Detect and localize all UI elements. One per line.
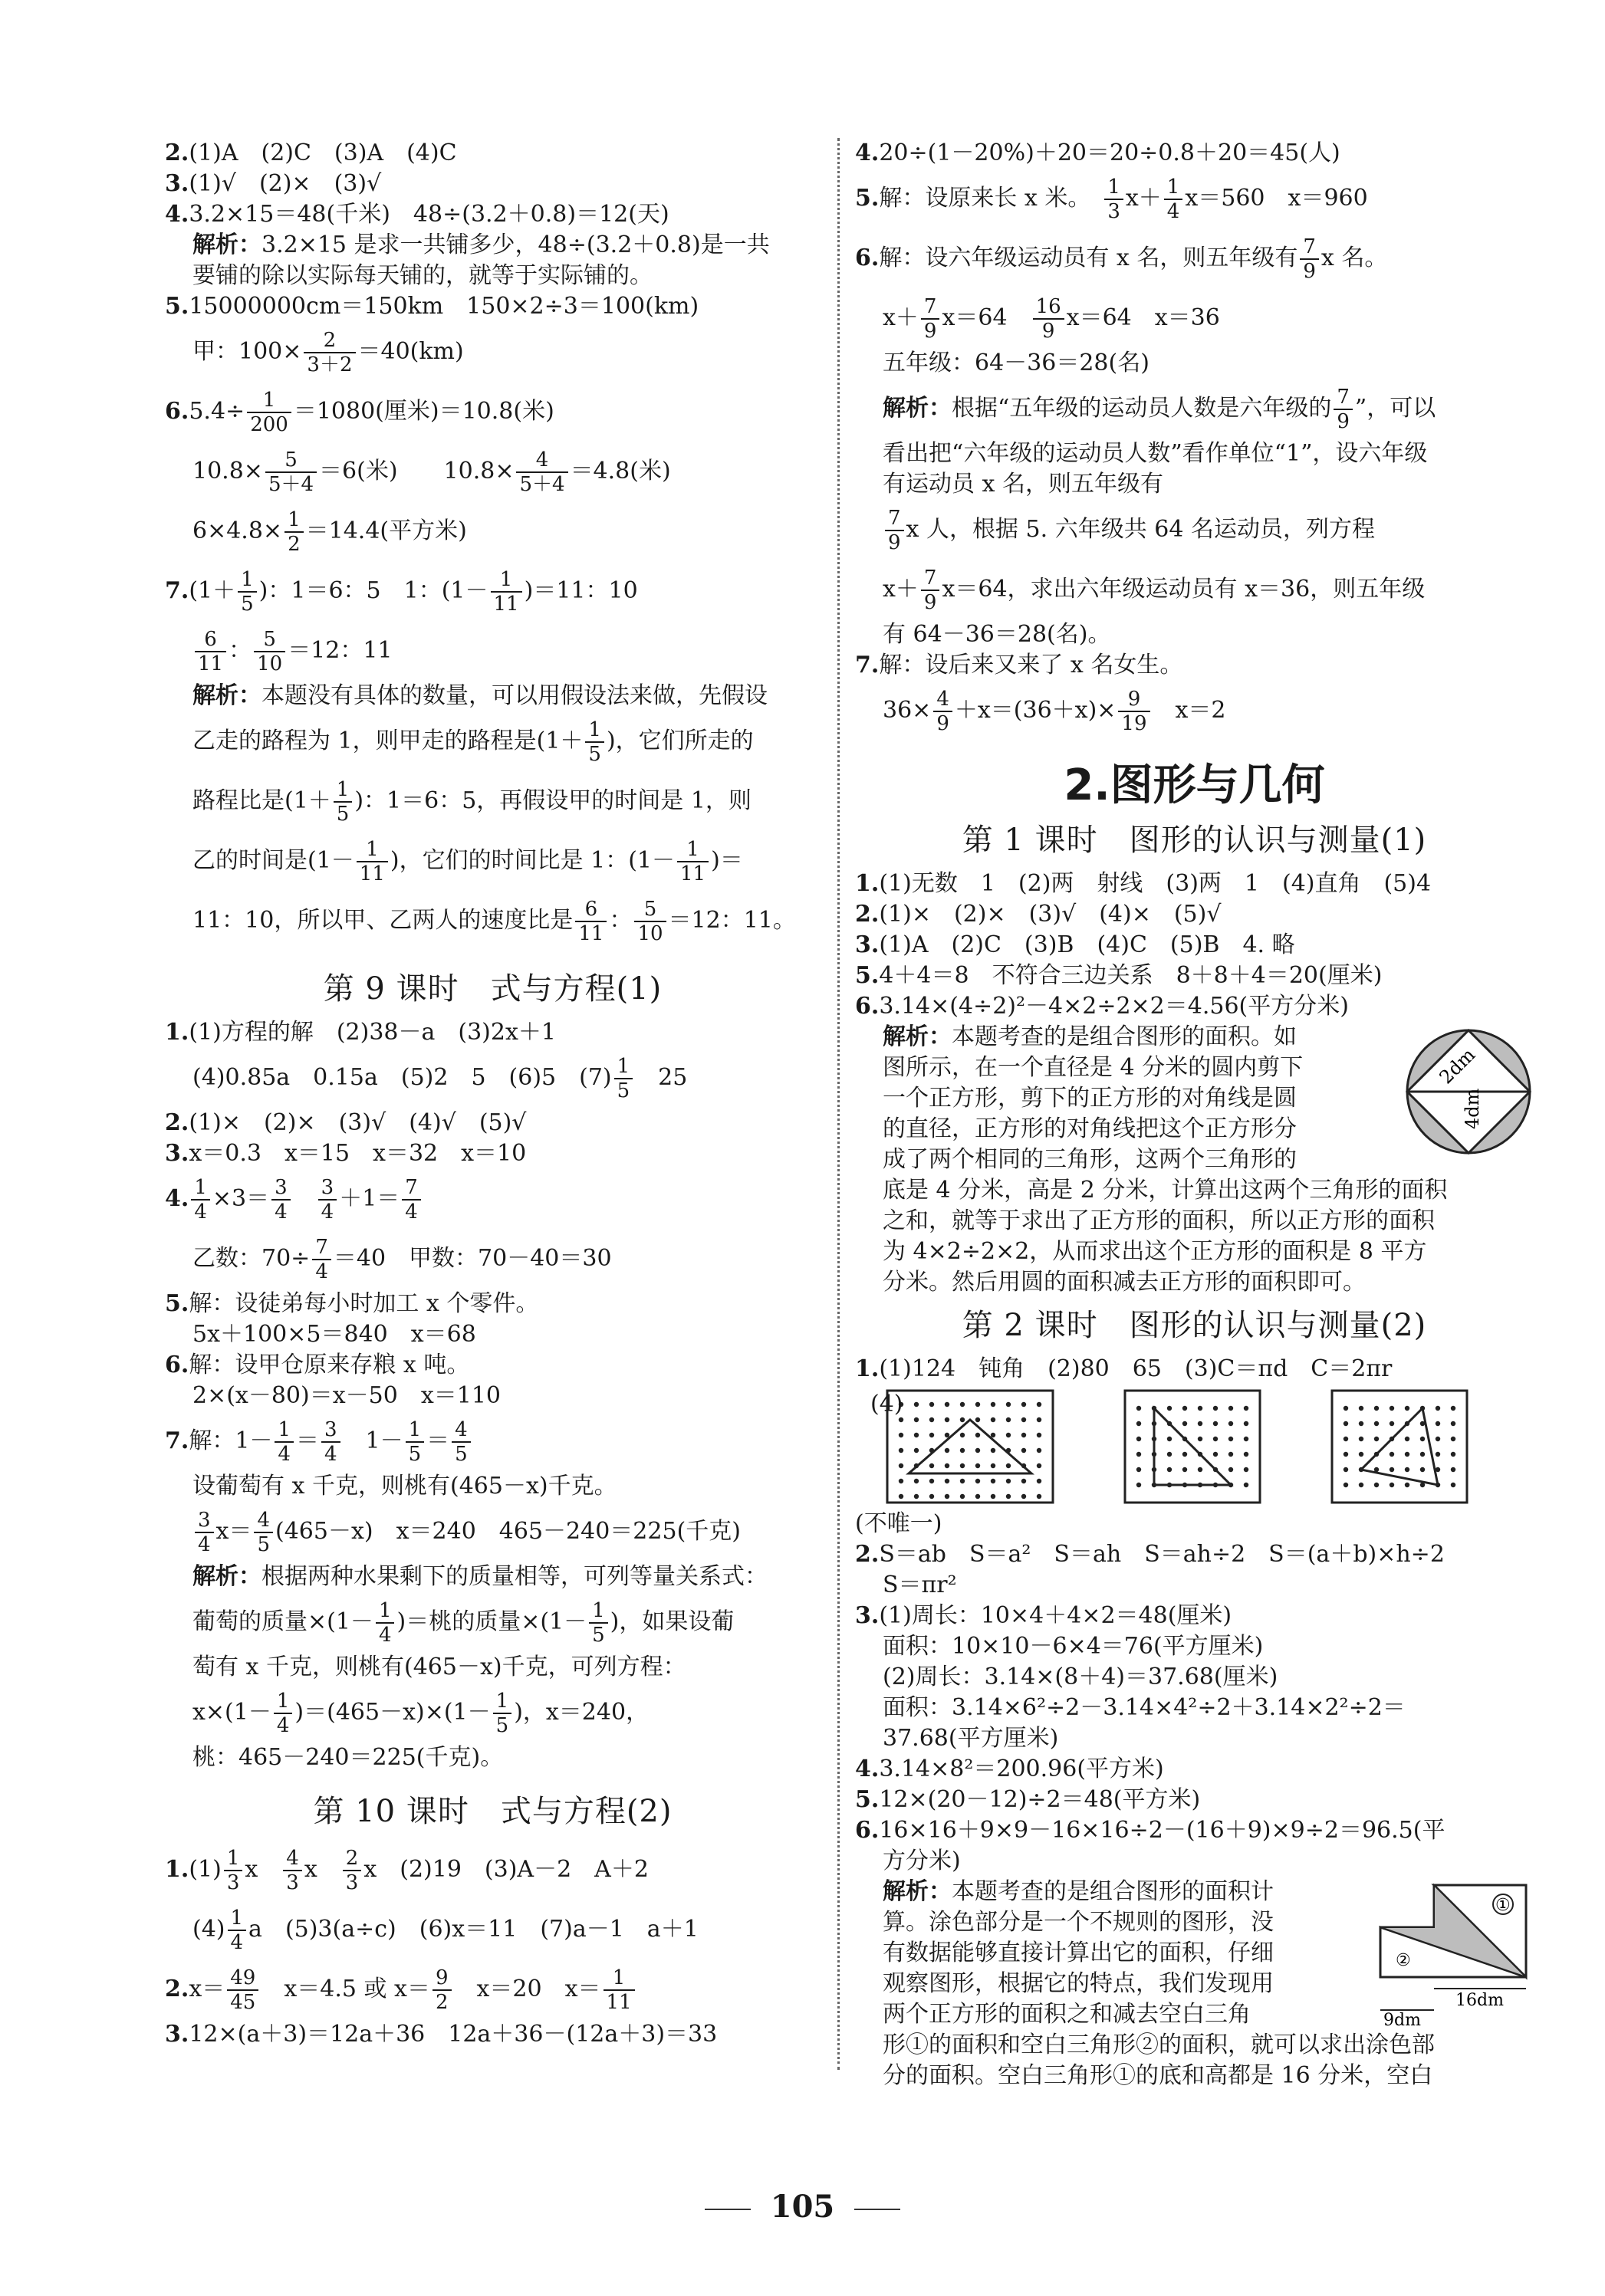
fraction: $\frac{1}{4}$	[191, 1176, 210, 1224]
fraction: $\frac{3}{4}$	[195, 1509, 214, 1556]
circle-square-figure	[1403, 1026, 1534, 1157]
answer-5-b: 甲：100× $\frac{2}{3+2}$ ＝40(km)	[192, 329, 464, 376]
g-analysis-6-i: 分米。然后用圆的面积减去正方形的面积即可。	[883, 1269, 1366, 1296]
h-answer-1-grids	[855, 1389, 1534, 1504]
fraction: $\frac{2}{3+2}$	[304, 329, 355, 376]
dot-grid-1	[886, 1389, 1054, 1504]
answer-6: 6.5.4÷ $\frac{1}{200}$ ＝1080(厘米)＝10.8(米)	[165, 389, 554, 436]
r-analysis-6-e: x＋ $\frac{7}{9}$ x＝64，求出六年级运动员有 x＝36，则五年级	[883, 567, 1426, 614]
analysis-7-b: 乙走的路程为 1，则甲走的路程是(1＋ $\frac{1}{5}$ )，它们所走的	[192, 718, 754, 766]
g-answer-2: 2.(1)× (2)× (3)√ (4)× (5)√	[855, 901, 1222, 928]
h-analysis-6-g: 分的面积。空白三角形①的底和高都是 16 分米，空白	[883, 2062, 1433, 2089]
l10-answer-3: 3.12×(a＋3)＝12a＋36 12a＋36－(12a＋3)＝33	[165, 2021, 718, 2048]
answer-7-b: $\frac{6}{11}$ ： $\frac{5}{10}$ ＝12：11	[165, 621, 821, 681]
g-analysis-6-f: 底是 4 分米，高是 2 分米，计算出这两个三角形的面积	[883, 1177, 1448, 1204]
label-circled-2: ②	[1396, 1951, 1411, 1970]
fraction: $\frac{9}{2}$	[432, 1966, 452, 2014]
dot-grid-2	[1123, 1389, 1261, 1504]
fraction: $\frac{3}{4}$	[271, 1176, 291, 1224]
fraction: $\frac{5}{5+4}$	[265, 448, 317, 496]
h-analysis-6-block	[855, 1877, 1534, 2091]
l9-answer-4-b: 乙数：70÷ $\frac{7}{4}$ ＝40 甲数：70－40＝30	[192, 1236, 612, 1283]
fraction: $\frac{1}{11}$	[491, 568, 522, 616]
l10-answer-1: 1.(1) $\frac{1}{3}$ x $\frac{4}{3}$ x $\frac{2}{3}$ x (2)19 (3)A－2 A＋2	[165, 1847, 649, 1894]
answer-6-c: 6×4.8× $\frac{1}{2}$ ＝14.4(平方米)	[192, 508, 467, 556]
fraction: $\frac{6}{11}$	[575, 898, 607, 945]
fraction: $\frac{1}{4}$	[274, 1690, 293, 1737]
lesson-2-heading: 第 2 课时 图形的认识与测量(2)	[962, 1308, 1427, 1343]
g-analysis-6-d: 的直径，正方形的对角线把这个正方形分	[883, 1115, 1297, 1142]
l9-analysis-7-c: 萄有 x 千克，则桃有(465－x)千克，可列方程：	[192, 1654, 686, 1680]
fraction: $\frac{4}{5+4}$	[516, 448, 567, 496]
fraction: $\frac{1}{5}$	[406, 1418, 425, 1466]
g-answer-6: 6.3.14×(4÷2)²－4×2÷2×2＝4.56(平方分米)	[855, 993, 1349, 1020]
fraction: $\frac{49}{45}$	[227, 1966, 258, 2014]
two-squares-figure	[1373, 1881, 1534, 2027]
l10-answer-2: 2.x＝ $\frac{49}{45}$ x＝4.5 或 x＝ $\frac{9}{2}$ x＝20 x＝ $\frac{1}{11}$	[165, 1959, 821, 2019]
g-analysis-6-block	[855, 1022, 1534, 1298]
l9-analysis-7-d: x×(1－ $\frac{1}{4}$ )＝(465－x)×(1－ $\frac{1}{5}$ )，x＝240，	[192, 1690, 650, 1737]
fraction: $\frac{7}{9}$	[1334, 386, 1353, 433]
h-analysis-6-b: 算。涂色部分是一个不规则的图形，没	[883, 1909, 1274, 1936]
dot-grid-3	[1330, 1389, 1469, 1504]
l9-analysis-7: 解析：根据两种水果剩下的质量相等，可列等量关系式：	[192, 1563, 768, 1590]
fraction: $\frac{4}{9}$	[933, 688, 952, 735]
fraction: $\frac{1}{5}$	[589, 1599, 608, 1647]
fraction: $\frac{4}{5}$	[254, 1509, 273, 1556]
right-column	[855, 138, 1534, 2091]
l9-answer-3: 3.x＝0.3 x＝15 x＝32 x＝10	[165, 1140, 527, 1167]
l9-answer-6-b: 2×(x－80)＝x－50 x＝110	[192, 1382, 501, 1409]
l9-analysis-7-e: 桃：465－240＝225(千克)。	[192, 1744, 504, 1771]
r-analysis-6-d: $\frac{7}{9}$ x 人，根据 5. 六年级共 64 名运动员，列方程	[855, 500, 1534, 560]
h-answer-3-c: (2)周长：3.14×(8＋4)＝37.68(厘米)	[883, 1664, 1278, 1690]
l9-answer-5-b: 5x＋100×5＝840 x＝68	[192, 1321, 476, 1348]
fraction: $\frac{3}{4}$	[318, 1176, 337, 1224]
r-answer-7: 7.解：设后来又来了 x 名女生。	[855, 652, 1183, 678]
l9-answer-4: 4. $\frac{1}{4}$ ×3＝ $\frac{3}{4}$ $\frac{3}{4}$ ＋1＝ $\frac{7}{4}$	[165, 1169, 821, 1229]
h-answer-4: 4.3.14×8²＝200.96(平方米)	[855, 1756, 1164, 1782]
fraction: $\frac{7}{9}$	[1300, 235, 1319, 283]
page-number: 105	[0, 2189, 1605, 2225]
fraction: $\frac{1}{3}$	[1104, 176, 1123, 223]
fraction: $\frac{7}{4}$	[312, 1236, 331, 1283]
g-analysis-6-h: 为 4×2÷2×2，从而求出这个正方形的面积是 8 平方	[883, 1238, 1427, 1265]
h-answer-3-b: 面积：10×10－6×4＝76(平方厘米)	[883, 1633, 1264, 1660]
h-answer-1: 1.(1)124 钝角 (2)80 65 (3)C＝πd C＝2πr	[855, 1355, 1393, 1382]
lesson-9-heading: 第 9 课时 式与方程(1)	[323, 971, 663, 1007]
r-answer-5: 5.解：设原来长 x 米。 $\frac{1}{3}$ x＋ $\frac{1}{4}$ x＝560 x＝960	[855, 176, 1368, 223]
h-answer-6-b: 方分米)	[883, 1848, 961, 1874]
r-answer-6-c: 五年级：64－36＝28(名)	[883, 350, 1149, 376]
l9-answer-6: 6.解：设甲仓原来存粮 x 吨。	[165, 1352, 470, 1378]
r-answer-6-b: x＋ $\frac{7}{9}$ x＝64 $\frac{16}{9}$ x＝64 x＝36	[883, 295, 1220, 343]
answer-6-b: 10.8× $\frac{5}{5+4}$ ＝6(米) 10.8× $\frac{4}{5+4}$ ＝4.8(米)	[192, 448, 671, 496]
fraction: $\frac{1}{4}$	[1164, 176, 1183, 223]
g-analysis-6-g: 之和，就等于求出了正方形的面积，所以正方形的面积	[883, 1207, 1435, 1234]
r-analysis-6: 解析：根据“五年级的运动员人数是六年级的 $\frac{7}{9}$ ”，可以	[883, 386, 1436, 433]
l9-answer-1-b: (4)0.85a 0.15a (5)2 5 (6)5 (7) $\frac{1}{5}$ 25	[192, 1055, 688, 1102]
h-answer-6: 6.16×16＋9×9－16×16÷2－(16＋9)×9÷2＝96.5(平	[855, 1817, 1445, 1844]
l10-answer-1-b: (4) $\frac{1}{4}$ a (5)3(a÷c) (6)x＝11 (7)a－1 a＋1	[192, 1907, 699, 1954]
h-analysis-6-f: 形①的面积和空白三角形②的面积，就可以求出涂色部	[883, 2032, 1435, 2058]
l9-answer-7-c: $\frac{3}{4}$ x＝ $\frac{4}{5}$ (465－x) x＝240 465－240＝225(千克)	[165, 1502, 821, 1562]
fraction: $\frac{1}{2}$	[284, 508, 304, 556]
fraction: $\frac{5}{10}$	[254, 628, 285, 675]
label-9dm: 9dm	[1383, 2011, 1421, 2027]
fraction: $\frac{9}{19}$	[1118, 688, 1149, 735]
h-analysis-6-d: 观察图形，根据它的特点，我们发现用	[883, 1970, 1274, 1997]
grid-row	[886, 1389, 1534, 1504]
h-answer-2: 2.S＝ab S＝a² S＝ah S＝ah÷2 S＝(a＋b)×h÷2	[855, 1541, 1445, 1568]
lesson-1-heading: 第 1 课时 图形的认识与测量(1)	[962, 823, 1427, 858]
h-answer-1-d-label: (4)	[870, 1391, 903, 1417]
h-answer-3-e: 37.68(平方厘米)	[883, 1725, 1059, 1752]
analysis-7-c: 路程比是(1＋ $\frac{1}{5}$ )：1＝6：5，再假设甲的时间是 1，则	[192, 778, 752, 826]
fraction: $\frac{7}{9}$	[921, 295, 940, 343]
g-analysis-6-e: 成了两个相同的三角形，这两个三角形的	[883, 1146, 1297, 1173]
fraction: $\frac{4}{5}$	[452, 1418, 471, 1466]
fraction: $\frac{1}{3}$	[224, 1847, 243, 1894]
l9-answer-5: 5.解：设徒弟每小时加工 x 个零件。	[165, 1290, 539, 1317]
r-analysis-6-c: 有运动员 x 名，则五年级有	[883, 471, 1163, 498]
fraction: $\frac{1}{5}$	[238, 568, 257, 616]
label-circled-1: ①	[1495, 1896, 1511, 1915]
fraction: $\frac{1}{11}$	[357, 838, 388, 885]
fraction: $\frac{1}{5}$	[334, 778, 353, 826]
h-answer-3-d: 面积：3.14×6²÷2－3.14×4²÷2＋3.14×2²÷2＝	[883, 1694, 1406, 1721]
h-analysis-6-c: 有数据能够直接计算出它的面积，仔细	[883, 1940, 1274, 1966]
r-analysis-6-f: 有 64－36＝28(名)。	[883, 621, 1111, 648]
lesson-10-heading: 第 10 课时 式与方程(2)	[313, 1794, 673, 1829]
fraction: $\frac{2}{3}$	[343, 1847, 362, 1894]
g-answer-5: 5.4＋4＝8 不符合三边关系 8＋8＋4＝20(厘米)	[855, 962, 1383, 989]
r-analysis-6-b: 看出把“六年级的运动员人数”看作单位“1”，设六年级	[883, 440, 1428, 467]
g-analysis-6-c: 一个正方形，剪下的正方形的对角线是圆	[883, 1085, 1297, 1112]
analysis-7-e: 11：10，所以甲、乙两人的速度比是 $\frac{6}{11}$ ： $\frac{5}{10}$ ＝12：11。	[192, 898, 796, 945]
left-column	[165, 138, 821, 2050]
answer-3: 3.(1)√ (2)× (3)√	[165, 170, 382, 197]
analysis-7-d: 乙的时间是(1－ $\frac{1}{11}$ )，它们的时间比是 1：(1－ $\frac{1}{11}$ )＝	[192, 838, 743, 885]
g-analysis-6-b: 图所示，在一个直径是 4 分米的圆内剪下	[883, 1054, 1304, 1081]
fraction: $\frac{6}{11}$	[195, 628, 226, 675]
h-answer-3: 3.(1)周长：10×4＋4×2＝48(厘米)	[855, 1602, 1232, 1629]
answer-4: 4.3.2×15＝48(千米) 48÷(3.2＋0.8)＝12(天)	[165, 201, 669, 228]
h-answer-2-b: S＝πr²	[883, 1572, 957, 1598]
fraction: $\frac{1}{4}$	[228, 1907, 247, 1954]
l9-answer-2: 2.(1)× (2)× (3)√ (4)√ (5)√	[165, 1109, 527, 1136]
h-analysis-6-e: 两个正方形的面积之和减去空白三角	[883, 2001, 1251, 2028]
h-answer-5: 5.12×(20－12)÷2＝48(平方米)	[855, 1786, 1201, 1813]
l9-answer-1: 1.(1)方程的解 (2)38－a (3)2x＋1	[165, 1019, 556, 1046]
fraction: $\frac{1}{11}$	[677, 838, 709, 885]
fraction: $\frac{7}{9}$	[885, 507, 904, 554]
fraction: $\frac{1}{11}$	[604, 1966, 635, 2014]
r-answer-6: 6.解：设六年级运动员有 x 名，则五年级有 $\frac{7}{9}$ x 名。	[855, 235, 1388, 283]
fraction: $\frac{1}{5}$	[493, 1690, 512, 1737]
answer-2: 2.(1)A (2)C (3)A (4)C	[165, 140, 457, 166]
analysis-7: 解析：本题没有具体的数量，可以用假设法来做，先假设	[192, 682, 768, 709]
fraction: $\frac{7}{4}$	[402, 1176, 421, 1224]
answer-5: 5.15000000cm＝150km 150×2÷3＝100(km)	[165, 293, 699, 320]
fraction: $\frac{1}{4}$	[275, 1418, 294, 1466]
fraction: $\frac{4}{3}$	[283, 1847, 302, 1894]
fraction: $\frac{16}{9}$	[1033, 295, 1064, 343]
label-16dm: 16dm	[1455, 1991, 1504, 2010]
fraction: $\frac{5}{10}$	[634, 898, 666, 945]
l9-answer-7-b: 设葡萄有 x 千克，则桃有(465－x)千克。	[192, 1473, 617, 1499]
fraction: $\frac{1}{200}$	[247, 389, 291, 436]
answer-7: 7.(1＋ $\frac{1}{5}$ )：1＝6：5 1：(1－ $\frac{1}{11}$ )＝11：10	[165, 568, 638, 616]
h-answer-1-note: (不唯一)	[855, 1510, 942, 1537]
label-2dm: 2dm	[1435, 1043, 1480, 1089]
fraction: $\frac{1}{5}$	[614, 1055, 633, 1102]
analysis-4-cont: 要铺的除以实际每天铺的，就等于实际铺的。	[192, 262, 653, 289]
section-2-heading: 2.图形与几何	[1064, 760, 1325, 810]
fraction: $\frac{1}{5}$	[585, 718, 604, 766]
r-answer-4: 4.20÷(1－20%)＋20＝20÷0.8＋20＝45(人)	[855, 140, 1340, 166]
analysis-4: 解析：3.2×15 是求一共铺多少，48÷(3.2＋0.8)是一共	[192, 232, 770, 258]
fraction: $\frac{3}{4}$	[321, 1418, 340, 1466]
fraction: $\frac{1}{4}$	[376, 1599, 395, 1647]
g-answer-1: 1.(1)无数 1 (2)两 射线 (3)两 1 (4)直角 (5)4	[855, 870, 1432, 897]
label-4dm: 4dm	[1462, 1088, 1483, 1129]
g-analysis-6: 解析：本题考查的是组合图形的面积。如	[883, 1023, 1297, 1050]
column-divider	[837, 138, 840, 2070]
g-answer-3: 3.(1)A (2)C (3)B (4)C (5)B 4. 略	[855, 931, 1295, 958]
l9-analysis-7-b: 葡萄的质量×(1－ $\frac{1}{4}$ )＝桃的质量×(1－ $\frac{1}{5}$ )，如果设葡	[192, 1599, 735, 1647]
h-analysis-6: 解析：本题考查的是组合图形的面积计	[883, 1878, 1274, 1905]
fraction: $\frac{7}{9}$	[921, 567, 940, 614]
l9-answer-7: 7.解：1－ $\frac{1}{4}$ ＝ $\frac{3}{4}$ 1－ $\frac{1}{5}$ ＝ $\frac{4}{5}$	[165, 1411, 821, 1471]
r-answer-7-b: 36× $\frac{4}{9}$ ＋x＝(36＋x)× $\frac{9}{19}$ x＝2	[883, 688, 1226, 735]
